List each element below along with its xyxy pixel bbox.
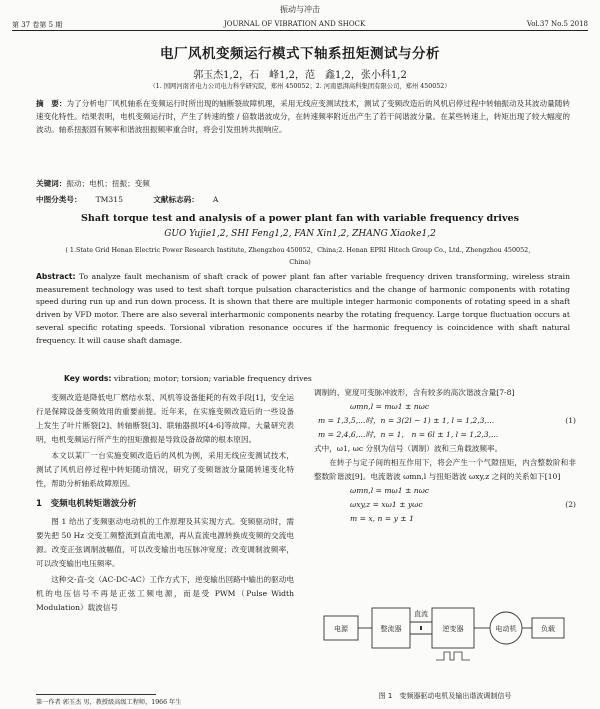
body-paragraph: 调制的、宽度可变脉冲波形，含有较多的高次谐波含量[7-8] bbox=[314, 388, 515, 397]
fig-label-rectifier: 整流器 bbox=[380, 625, 402, 633]
fig-label-source: 电源 bbox=[334, 625, 348, 633]
equation-1b-row bbox=[314, 414, 576, 428]
doc-code-label: 文献标志码： bbox=[153, 195, 199, 204]
running-header-journal: 振动与冲击 bbox=[280, 5, 320, 14]
body-left-column bbox=[36, 391, 294, 617]
paper-title-cn: 电厂风机变频运行模式下轴系扭矩测试与分析 bbox=[160, 46, 440, 62]
abstract-en-text: To analyze fault mechanism of shaft crack of power plant fan after variable frequency driven transforming, wireless strain measurement technology was used to test shaft torque pulsation characteristics and the change of harmonic components with rotating speed during run up and run down process. It is shown that there are multiple integer harmonic components of rotating speed in a shaft driven by VFD motor. There are also several interharmonic components nearby the rotating frequency. Large torque fluctuation occurs at several specific rotating speeds. Torsional vibration resonance occures if the harmonic frequency is coincidence with shaft natural frequency. It will cause shaft damage. bbox=[36, 272, 570, 345]
keywords-en bbox=[64, 374, 564, 383]
authors-cn: 郭玉杰1,2，石 峰1,2，范 鑫1,2，张小科1,2 bbox=[193, 70, 407, 81]
abstract-cn bbox=[36, 97, 570, 136]
equation-number-1: (1) bbox=[565, 416, 576, 425]
keywords-cn bbox=[36, 178, 570, 189]
fig-label-load: 负载 bbox=[541, 625, 555, 633]
fig-label-motor: 电动机 bbox=[495, 625, 517, 633]
body-right-column bbox=[314, 386, 576, 526]
affiliation-cn: （1. 国网河南省电力公司电力科学研究院，郑州 450052；2. 河南恩湃高科集团有限公司，郑州 450052） bbox=[149, 83, 451, 90]
class-label: 中图分类号： bbox=[36, 195, 82, 204]
footnote-rule bbox=[36, 694, 156, 695]
figure-1-diagram bbox=[320, 586, 570, 682]
header-journal-en: JOURNAL OF VIBRATION AND SHOCK bbox=[223, 20, 366, 28]
body-paragraph: 本文以某厂一台实施变频改造后的风机为例，采用无线应变测试技术，测试了风机启停过程中转矩随动情况，研究了变频谐波分量随转速变化特性，帮助分析轴系故障原因。 bbox=[36, 451, 294, 488]
affiliation-en: ( 1.State Grid Henan Electric Power Research Institute, Zhengzhou 450052，China;2. Henan EPRI Hitech Group Co., Ltd., Zhengzhou 450052，China) bbox=[65, 246, 535, 266]
figure-1-caption: 图 1 变频器驱动电机及输出谐波调制信号 bbox=[378, 692, 512, 700]
keywords-en-text: vibration; motor; torsion; variable frequency drives bbox=[113, 374, 312, 383]
body-paragraph: 变频改造是降低电厂燃结水泵、风机等设备能耗的有效手段[1]，安全运行是保障设备变频效用的重要前提。近年来，在实施变频改造后的一些设备上发生了叶片断裂[2]、转轴断裂[3]、联轴器损坏[4-6]等故障。大量研究表明，电机变频运行所产生的扭矩激振是导致设备故障的根本原因。 bbox=[36, 393, 294, 444]
body-paragraph: 在转子与定子间的相互作用下，将会产生一个气隙扭矩，内含整数阶和非整数阶谐波[9]。电流谐波 ωmn,l 与扭矩谐波 ωxy,z 之间的关系如下[10] bbox=[314, 458, 576, 481]
fig-label-dc: 直流 bbox=[414, 610, 428, 618]
figure-1-svg bbox=[320, 586, 570, 682]
fig-label-inverter: 逆变器 bbox=[442, 625, 464, 633]
doc-code-value: A bbox=[212, 195, 219, 204]
body-paragraph: 这种交-直-交（AC-DC-AC）工作方式下，逆变输出回路中输出的驱动电机的电压信号不再是正弦工频电源，而是受 PWM（Pulse Width Modulation）载波信号 bbox=[36, 575, 294, 612]
abstract-en bbox=[36, 271, 570, 347]
body-paragraph: 式中，ω1, ωc 分别为信号（调制）波和三角载波频率。 bbox=[314, 444, 503, 453]
equation-1c: m = 2,4,6,...时，n = 1, n = 6l ± 1, l = 1,2,3,... bbox=[318, 430, 499, 439]
keywords-cn-text: 振动；电机；扭振；变频 bbox=[66, 179, 150, 188]
classification-row bbox=[36, 194, 570, 205]
class-value: TM315 bbox=[95, 195, 123, 204]
equation-2c: m = x, n = y ± 1 bbox=[350, 514, 414, 523]
abstract-cn-label: 摘 要： bbox=[36, 99, 67, 108]
authors-en: GUO Yujie1,2, SHI Feng1,2, FAN Xin1,2, ZHANG Xiaoke1,2 bbox=[164, 229, 436, 239]
equation-2b: ωxy,z = xω1 ± yωc bbox=[350, 500, 423, 509]
footnote-author: 第一作者 郭玉杰 男，教授级高级工程师，1966 年生 bbox=[36, 699, 182, 706]
equation-1c-row bbox=[314, 428, 576, 442]
section-heading-1: 1 变频电机转矩谐波分析 bbox=[36, 499, 137, 509]
header-volume-en: Vol.37 No.5 2018 bbox=[526, 20, 588, 28]
equation-2b-row bbox=[314, 498, 576, 512]
abstract-en-label: Abstract: bbox=[36, 272, 76, 281]
keywords-cn-label: 关键词： bbox=[36, 179, 67, 188]
equation-1a: ωmn,l = mω1 ± nωc bbox=[350, 402, 430, 411]
body-paragraph: 图 1 给出了变频驱动电动机的工作原理及其实现方式。变频驱动时，需要先把 50 Hz 交变工频整流到直流电源，再从直流电源转换成变频的交流电源。改变正弦调制波幅值，可以改变输出电压脉冲宽度；改变调制波频率，可以改变输出电压频率。 bbox=[36, 517, 294, 568]
paper-title-en: Shaft torque test and analysis of a power plant fan with variable frequency drives bbox=[80, 213, 520, 224]
header-volume-cn: 第 37 卷第 5 期 bbox=[12, 21, 63, 29]
header-rule bbox=[12, 30, 588, 31]
abstract-cn-text: 为了分析电厂风机轴系在变频运行时所出现的轴断裂故障机理，采用无线应变测试技术，测试了变频改造后的风机启停过程中转轴振动及其波动量随转速变化特性。结果表明，电机变频运行时，产生了转速的整 / 倍数谐波成分，在转速频率附近出产生了若干间谐波分量。在某些转速上，转矩出现了较大幅度的波动。轴系扭振固有频率和谐波扭振频率重合时，将会引发扭转共振响应。 bbox=[36, 99, 571, 134]
equation-1b: m = 1,3,5,...时，n = 3(2l − 1) ± 1, l = 1,2,3,... bbox=[318, 416, 495, 425]
equation-number-2: (2) bbox=[565, 500, 576, 509]
equation-2a: ωmn,l = mω1 ± nωc bbox=[350, 486, 430, 495]
running-header-row bbox=[12, 20, 588, 30]
keywords-en-label: Key words: bbox=[64, 374, 112, 383]
